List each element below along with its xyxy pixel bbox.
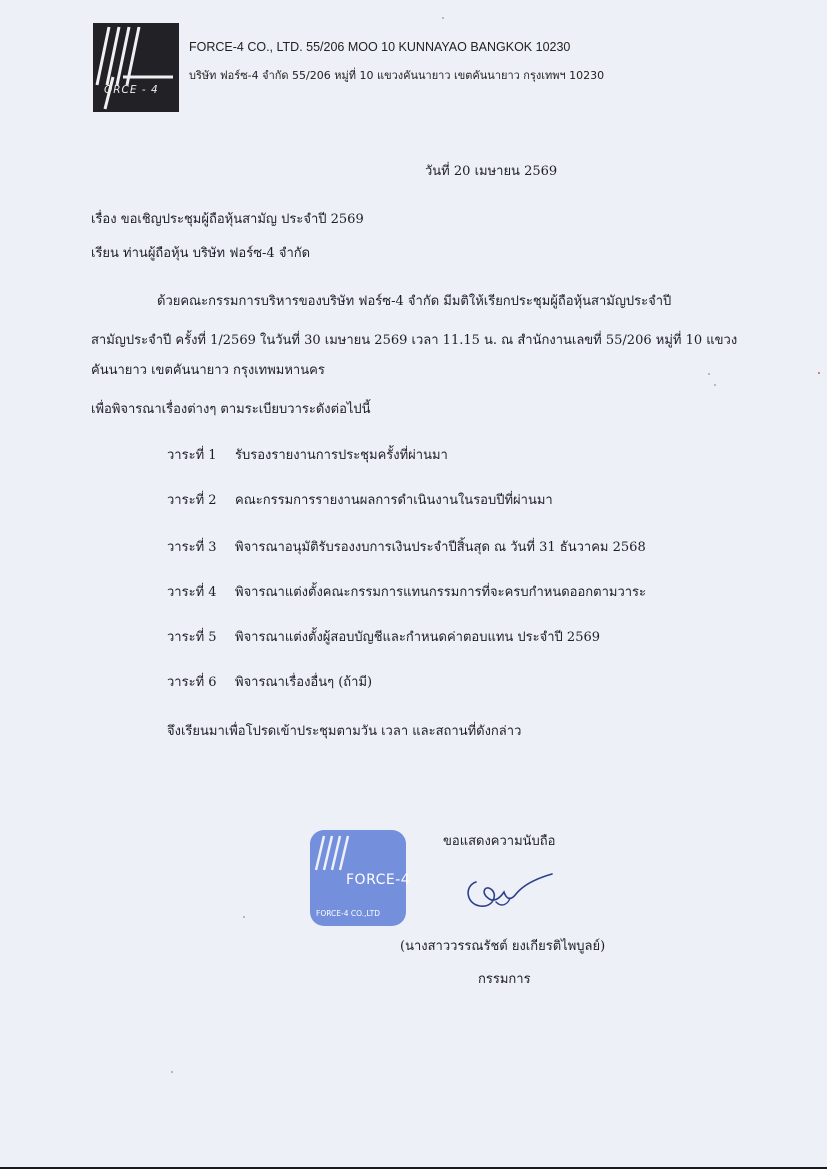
signer-name: (นางสาววรรณรัชต์ ยงเกียรติไพบูลย์) bbox=[400, 939, 606, 954]
agenda-item bbox=[167, 581, 646, 602]
stamp-brand-text: FORCE-4 bbox=[346, 872, 411, 888]
scan-speck bbox=[171, 1071, 173, 1073]
company-logo bbox=[93, 23, 179, 112]
letter-subject: เรื่อง ขอเชิญประชุมผู้ถือหุ้นสามัญ ประจำปี 2569 bbox=[91, 212, 364, 227]
body-line-1: ด้วยคณะกรรมการบริหารของบริษัท ฟอร์ซ-4 จำกัด มีมติให้เรียกประชุมผู้ถือหุ้นสามัญประจำปี bbox=[157, 294, 672, 309]
handwritten-signature bbox=[462, 868, 557, 920]
agenda-text: รับรองรายงานการประชุมครั้งที่ผ่านมา bbox=[235, 448, 448, 463]
letter-date: วันที่ 20 เมษายน 2569 bbox=[425, 164, 558, 179]
logo-text: ORCE - 4 bbox=[104, 84, 159, 96]
agenda-item bbox=[167, 444, 448, 465]
agenda-text: พิจารณาอนุมัติรับรองงบการเงินประจำปีสิ้นสุด ณ วันที่ 31 ธันวาคม 2568 bbox=[235, 540, 646, 555]
agenda-item bbox=[167, 536, 646, 557]
agenda-number: วาระที่ 6 bbox=[167, 675, 217, 690]
body-line-4: เพื่อพิจารณาเรื่องต่างๆ ตามระเบียบวาระดังต่อไปนี้ bbox=[91, 402, 371, 417]
body-line-2: สามัญประจำปี ครั้งที่ 1/2569 ในวันที่ 30 เมษายน 2569 เวลา 11.15 น. ณ สำนักงานเลขที่ 55/206 หมู่ที่ 10 แขวง bbox=[91, 333, 738, 348]
stamp-company-text: FORCE-4 CO.,LTD bbox=[316, 909, 380, 918]
agenda-number: วาระที่ 4 bbox=[167, 585, 217, 600]
company-address-th: บริษัท ฟอร์ซ-4 จำกัด 55/206 หมู่ที่ 10 แขวงคันนายาว เขตคันนายาว กรุงเทพฯ 10230 bbox=[189, 69, 605, 82]
body-line-3: คันนายาว เขตคันนายาว กรุงเทพมหานคร bbox=[91, 363, 325, 378]
signer-position: กรรมการ bbox=[478, 972, 531, 987]
agenda-text: พิจารณาแต่งตั้งผู้สอบบัญชีและกำหนดค่าตอบแทน ประจำปี 2569 bbox=[235, 630, 601, 645]
letter-recipient: เรียน ท่านผู้ถือหุ้น บริษัท ฟอร์ซ-4 จำกัด bbox=[91, 246, 311, 261]
company-address-en: FORCE-4 CO., LTD. 55/206 MOO 10 KUNNAYAO BANGKOK 10230 bbox=[189, 40, 571, 54]
scan-speck bbox=[708, 373, 710, 375]
scan-speck bbox=[442, 17, 444, 19]
agenda-number: วาระที่ 5 bbox=[167, 630, 217, 645]
agenda-number: วาระที่ 1 bbox=[167, 448, 217, 463]
closing-line: จึงเรียนมาเพื่อโปรดเข้าประชุมตามวัน เวลา และสถานที่ดังกล่าว bbox=[167, 724, 522, 739]
agenda-item bbox=[167, 671, 372, 692]
agenda-text: พิจารณาเรื่องอื่นๆ (ถ้ามี) bbox=[235, 675, 373, 690]
agenda-text: พิจารณาแต่งตั้งคณะกรรมการแทนกรรมการที่จะครบกำหนดออกตามวาระ bbox=[235, 585, 647, 600]
agenda-item bbox=[167, 626, 600, 647]
scan-speck bbox=[818, 372, 820, 374]
agenda-number: วาระที่ 3 bbox=[167, 540, 217, 555]
agenda-text: คณะกรรมการรายงานผลการดำเนินงานในรอบปีที่ผ่านมา bbox=[235, 493, 553, 508]
agenda-item bbox=[167, 489, 553, 510]
scan-speck bbox=[243, 916, 245, 918]
scan-speck bbox=[714, 384, 716, 386]
agenda-number: วาระที่ 2 bbox=[167, 493, 217, 508]
regards-line: ขอแสดงความนับถือ bbox=[443, 834, 556, 849]
